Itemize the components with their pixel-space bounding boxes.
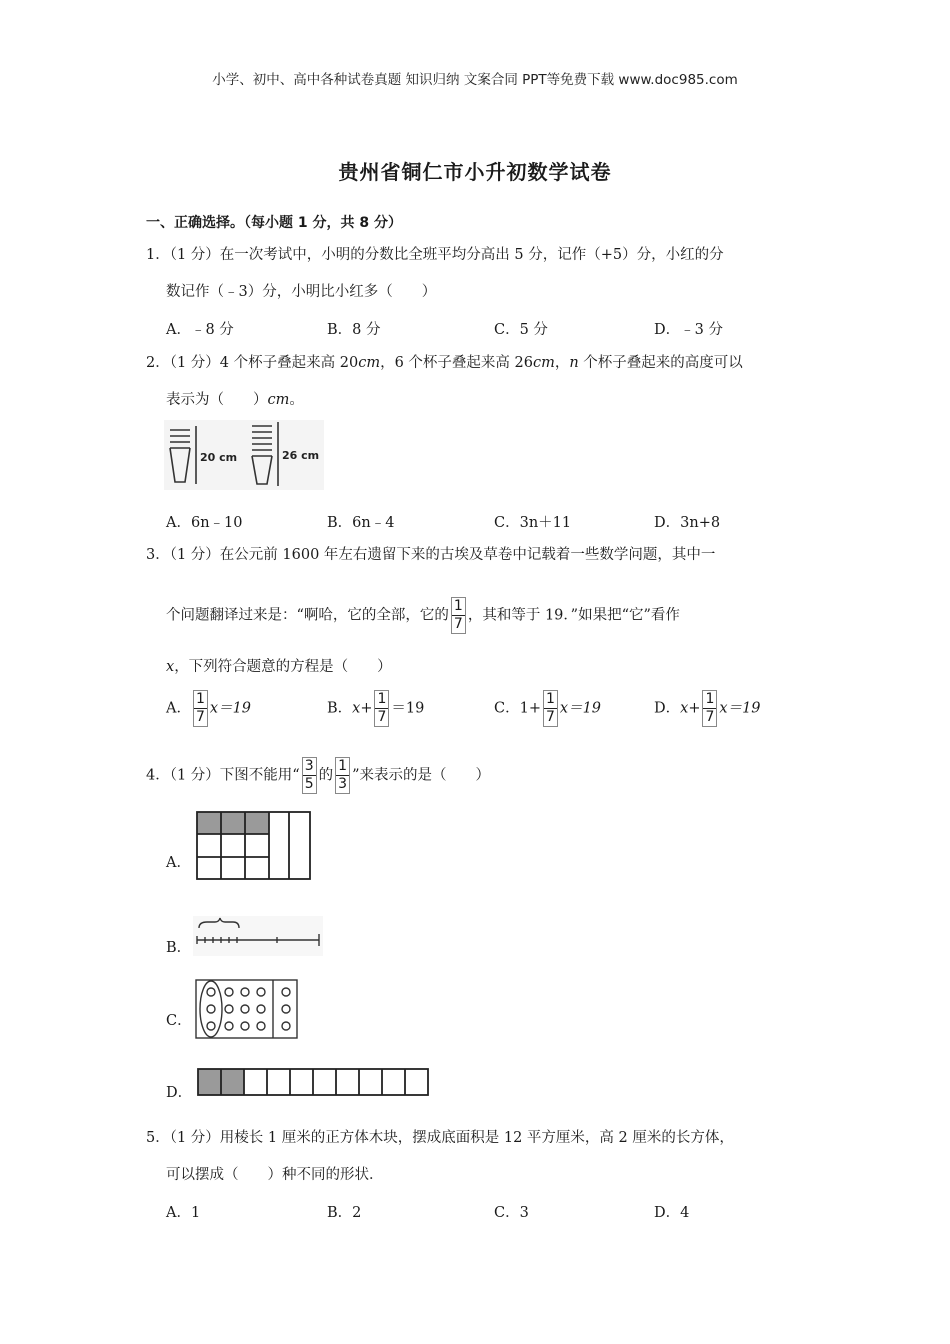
- fraction-numerator: 1: [338, 758, 348, 774]
- q2-text-part5: 表示为（ ）: [166, 392, 268, 408]
- q4-option-a-label: A．: [166, 855, 191, 871]
- q2-label-26cm: 26 cm: [282, 449, 320, 462]
- q5-option-c: C．3: [494, 1205, 529, 1221]
- q2-variable-n: n: [569, 355, 579, 371]
- q4-fraction-1-3: [335, 757, 350, 794]
- q2-option-c: C．3n＋11: [494, 515, 572, 531]
- q2-cups-figure: [164, 420, 324, 490]
- option-prefix: x+: [680, 700, 701, 717]
- page-header: 小学、初中、高中各种试卷真题 知识归纳 文案合同 PPT等免费下载 www.doc985.com: [212, 72, 738, 88]
- q2-unit-cm: cm: [358, 355, 381, 371]
- q1-option-c: C．5 分: [494, 322, 548, 338]
- q4-option-b-numberline: [193, 916, 323, 956]
- fraction-numerator: 1: [545, 691, 555, 707]
- q2-option-a: A．6n﹣10: [166, 515, 243, 531]
- q4-text-line1: [146, 757, 490, 794]
- q3-option-d: [654, 690, 761, 727]
- option-prefix: x+: [352, 700, 373, 717]
- q1-option-d: D．﹣3 分: [654, 322, 723, 338]
- q2-text-line1: [146, 353, 743, 373]
- q2-text-part4: 个杯子叠起来的高度可以: [578, 355, 743, 371]
- q2-unit-cm: cm: [532, 355, 555, 371]
- q3-text-line3: [166, 657, 392, 677]
- q4-text-de: 的: [318, 767, 334, 784]
- fraction-1-7: [543, 690, 558, 727]
- fraction-numerator: 1: [377, 691, 387, 707]
- option-prefix: 1+: [519, 700, 541, 717]
- fraction-denominator: 3: [338, 776, 348, 792]
- q2-text-line2: [166, 390, 304, 410]
- q1-option-a: A．﹣8 分: [166, 322, 234, 338]
- option-label: B．: [327, 700, 353, 717]
- q3-variable-x: x: [166, 659, 175, 675]
- q2-text-part2: ，6 个杯子叠起来高 26: [380, 355, 533, 371]
- q5-text-line1: 5．（1 分）用棱长 1 厘米的正方体木块，摆成底面积是 12 平方厘米，高 2 厘米的长方体，: [146, 1130, 734, 1146]
- fraction-denominator: 7: [453, 616, 463, 632]
- q1-text-line2: 数记作（﹣3）分，小明比小红多（ ）: [166, 284, 437, 300]
- q3-text-line2: [166, 597, 680, 634]
- fraction-numerator: 1: [195, 691, 205, 707]
- q4-option-b-label: B．: [166, 940, 192, 956]
- q3-option-c: [494, 690, 601, 727]
- q5-option-d: D．4: [654, 1205, 690, 1221]
- q2-text-part1: 2．（1 分）4 个杯子叠起来高 20: [146, 355, 359, 371]
- option-tail: x＝19: [209, 700, 252, 717]
- fraction-denominator: 5: [304, 776, 314, 792]
- q1-text-line1: 1．（1 分）在一次考试中，小明的分数比全班平均分高出 5 分，记作（+5）分，小红的分: [146, 247, 724, 263]
- q2-label-20cm: 20 cm: [200, 451, 238, 464]
- q2-text-part6: 。: [289, 392, 304, 408]
- fraction-denominator: 7: [705, 709, 715, 725]
- fraction-1-7: [374, 690, 389, 727]
- option-tail: x＝19: [719, 700, 761, 717]
- fraction-numerator: 3: [304, 758, 314, 774]
- q3-text-part2: ，其和等于 19．”如果把“它”看作: [467, 607, 680, 624]
- q5-option-a: A．1: [166, 1205, 201, 1221]
- q3-text-part3: ，下列符合题意的方程是（ ）: [174, 659, 392, 675]
- q2-option-d: D．3n+8: [654, 515, 721, 531]
- fraction-1-7: [702, 690, 717, 727]
- option-label: D．: [654, 700, 681, 717]
- q2-text-part3: ，: [554, 355, 570, 371]
- q3-text-part1: 个问题翻译过来是：“啊哈，它的全部，它的: [166, 607, 449, 624]
- q4-fraction-3-5: [302, 757, 317, 794]
- section-heading: 一、正确选择。（每小题 1 分，共 8 分）: [146, 215, 402, 231]
- q4-text-part1: 4．（1 分）下图不能用“: [146, 767, 300, 784]
- fraction-1-7: [193, 690, 208, 727]
- fraction-numerator: 1: [453, 598, 463, 614]
- q4-option-c-dots: [193, 978, 299, 1040]
- option-tail: ＝19: [391, 700, 425, 717]
- page-title: 贵州省铜仁市小升初数学试卷: [338, 160, 612, 184]
- q3-fraction-1-7: [451, 597, 466, 634]
- option-tail: x＝19: [559, 700, 602, 717]
- q5-text-line2: 可以摆成（ ）种不同的形状．: [166, 1167, 384, 1183]
- q3-option-a: [166, 690, 251, 727]
- q5-option-b: B．2: [327, 1205, 362, 1221]
- fraction-numerator: 1: [705, 691, 715, 707]
- fraction-denominator: 7: [195, 709, 205, 725]
- q4-option-a-grid: [193, 808, 315, 883]
- q3-text-line1: 3．（1 分）在公元前 1600 年左右遗留下来的古埃及草卷中记载着一些数学问题，其中一: [146, 547, 716, 563]
- q4-option-d-label: D．: [166, 1085, 193, 1101]
- option-label: C．: [494, 700, 520, 717]
- fraction-denominator: 7: [377, 709, 387, 725]
- q4-option-c-label: C．: [166, 1013, 192, 1029]
- q2-unit-cm: cm: [267, 392, 290, 408]
- q4-text-part2: ”来表示的是（ ）: [352, 767, 490, 784]
- q2-option-b: B．6n﹣4: [327, 515, 395, 531]
- fraction-denominator: 7: [545, 709, 555, 725]
- q1-option-b: B．8 分: [327, 322, 381, 338]
- q4-option-d-strip: [196, 1066, 430, 1098]
- q3-option-b: [327, 690, 424, 727]
- option-label: A．: [166, 700, 191, 717]
